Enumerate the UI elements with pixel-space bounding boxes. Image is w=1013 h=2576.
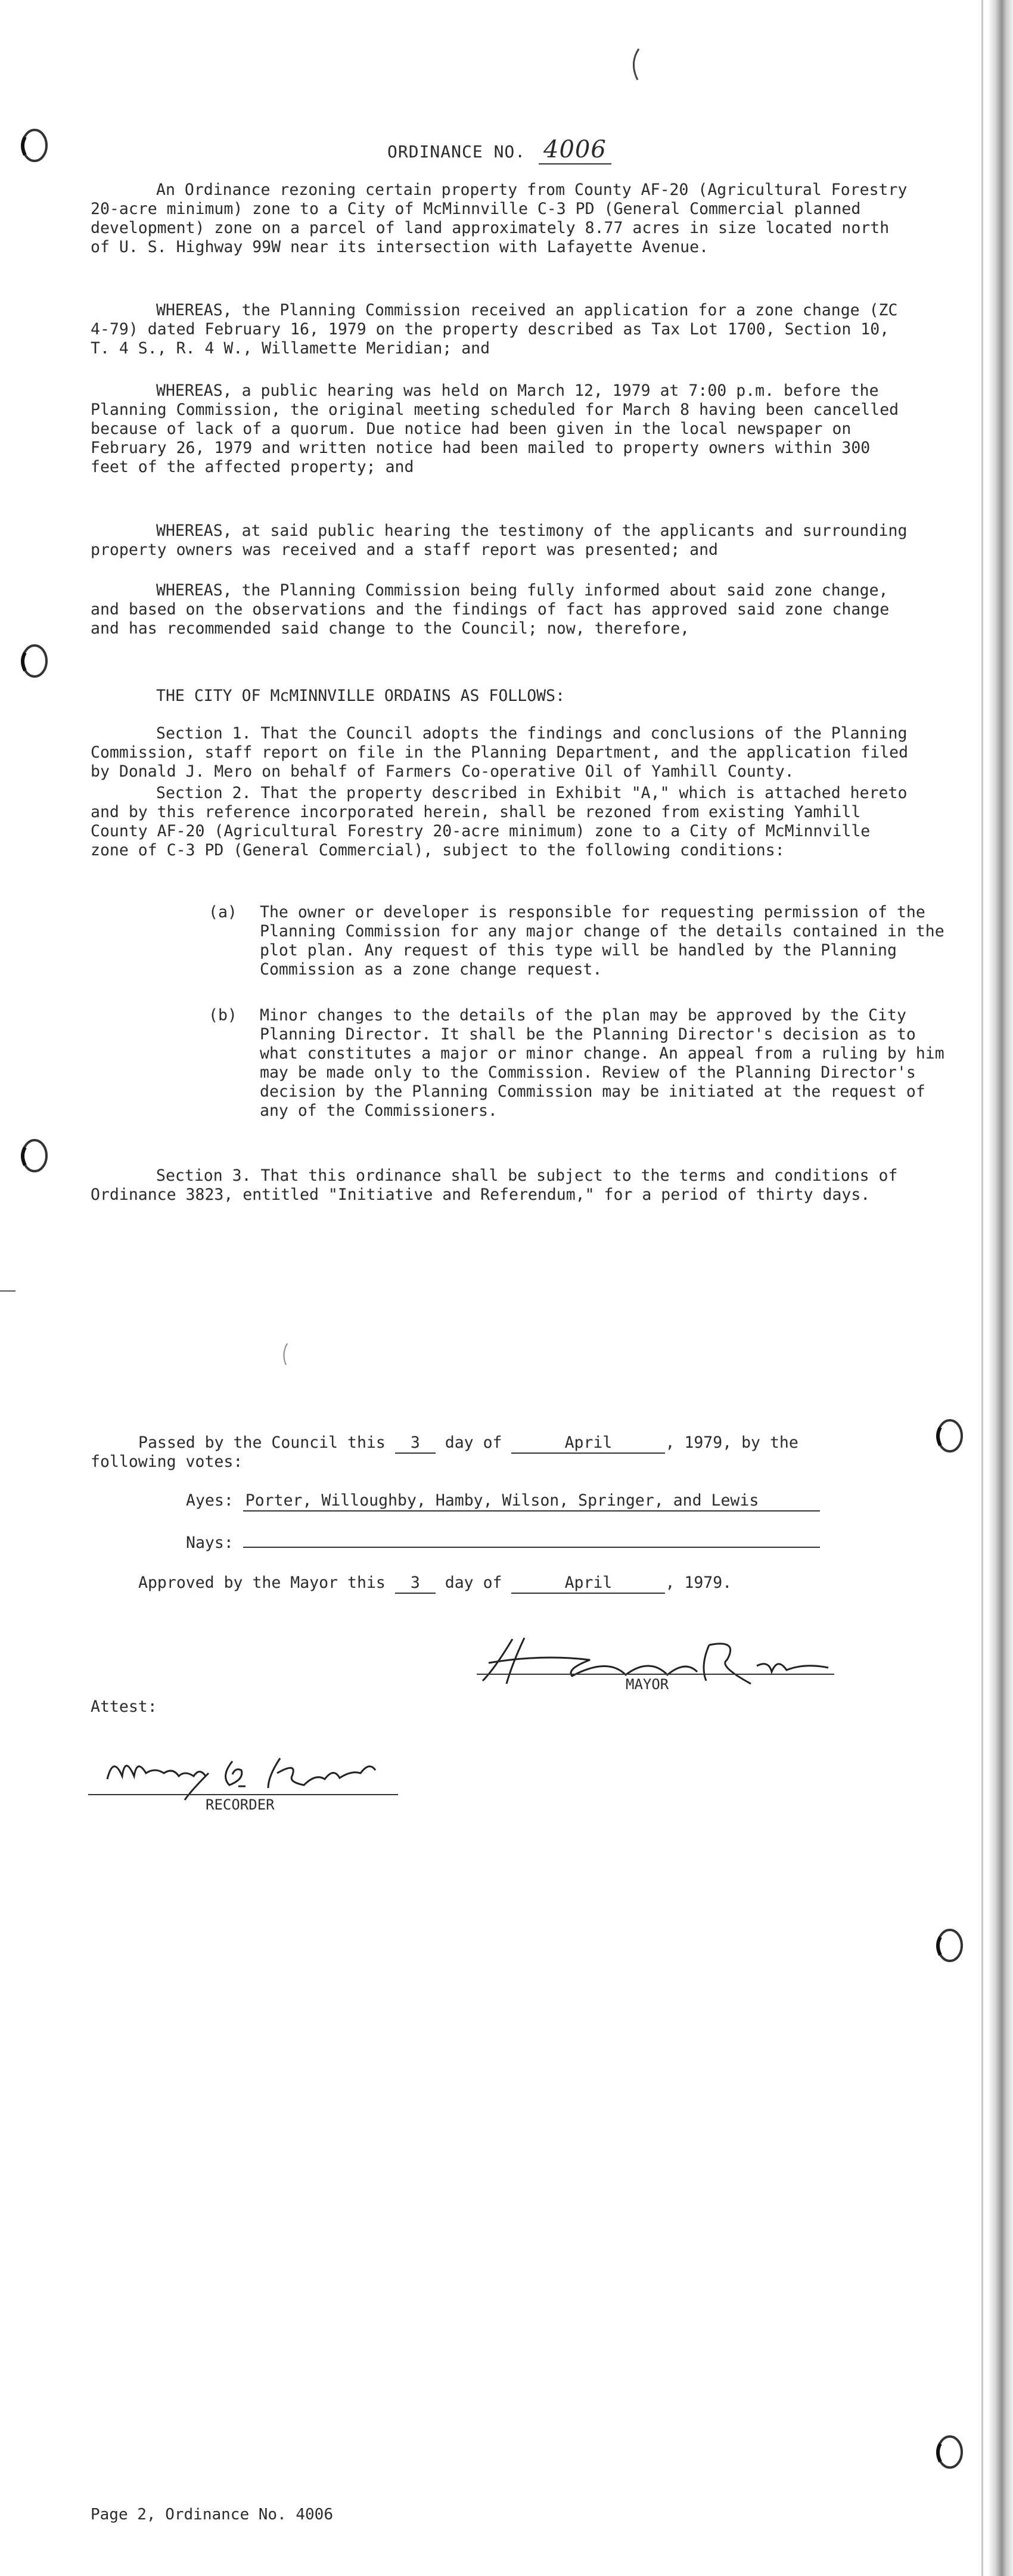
section-2-paragraph: Section 2. That the property described in Exhibit "A," which is attached hereto and by this reference incorporated herein, shall be rezoned from existing Yamhill County AF-20 (Agricultural Forestry 20-acre minimum) zone to a City of McMinnville zone of C-3 PD (General Commercial), subject to the following conditions:	[91, 784, 917, 859]
section-1-paragraph: Section 1. That the Council adopts the findings and conclusions of the Planning Commission, staff report on file in the Planning Department, and the application filed by Donald J. Mero on behalf of Farmers Co-operative Oil of Yamhill County.	[91, 724, 918, 781]
approved-month: April	[511, 1573, 665, 1594]
recorder-signature-line	[88, 1794, 398, 1795]
condition-b	[209, 1006, 963, 1121]
condition-a	[209, 903, 963, 979]
mayor-label: MAYOR	[626, 1676, 669, 1693]
scan-artifact-icon	[279, 1341, 291, 1367]
page-footer: Page 2, Ordinance No. 4006	[91, 2506, 333, 2524]
nays-value	[243, 1547, 820, 1548]
votes-line: following votes:	[91, 1453, 243, 1471]
passed-line: Passed by the Council this 3 day of April , 1979, by the	[138, 1433, 798, 1454]
approved-day: 3	[395, 1573, 436, 1594]
recorder-label: RECORDER	[206, 1796, 275, 1813]
whereas-paragraph-4: WHEREAS, the Planning Commission being fully informed about said zone change, and based on the observations and the findings of fact has approved said zone change and has recommended said change to the Council; now, therefore,	[91, 581, 899, 638]
nays-line	[186, 1534, 820, 1553]
condition-b-label: (b)	[209, 1006, 237, 1025]
binder-hole-icon	[936, 1925, 967, 1966]
ayes-value: Porter, Willoughby, Hamby, Wilson, Springer, and Lewis	[243, 1491, 820, 1512]
scan-artifact-icon	[626, 46, 644, 82]
binder-hole-icon	[17, 1135, 48, 1176]
passed-day: 3	[395, 1433, 436, 1454]
scan-edge-shadow	[988, 0, 1013, 2576]
ayes-label: Ayes:	[186, 1491, 234, 1510]
ayes-line	[186, 1491, 820, 1512]
intro-paragraph: An Ordinance rezoning certain property from County AF-20 (Agricultural Forestry 20-acre minimum) zone to a City of McMinnville C-3 PD (General Commercial planned development) zone on a parcel of land approximately 8.77 acres in size located north of U. S. Highway 99W near its intersection with Lafayette Avenue.	[91, 181, 917, 256]
whereas-paragraph-2: WHEREAS, a public hearing was held on March 12, 1979 at 7:00 p.m. before the Planning Commission, the original meeting scheduled for March 8 having been cancelled because of lack of a quorum. Due notice had been given in the local newspaper on February 26, 1979 and written notice had been mailed to property owners within 300 feet of the affected property; and	[91, 381, 909, 476]
whereas-paragraph-3: WHEREAS, at said public hearing the testimony of the applicants and surrounding property owners was received and a staff report was presented; and	[91, 522, 917, 559]
condition-a-text: The owner or developer is responsible for requesting permission of the Planning Commission for any major change of the details contained in the plot plan. Any request of this type will be handled by the Planning Commission as a zone change request.	[260, 903, 944, 979]
approved-line: Approved by the Mayor this 3 day of April , 1979.	[138, 1573, 732, 1594]
condition-a-label: (a)	[209, 903, 237, 921]
whereas-paragraph-1: WHEREAS, the Planning Commission received an application for a zone change (ZC 4-79) dated February 16, 1979 on the property described as Tax Lot 1700, Section 10, T. 4 S., R. 4 W., Willamette Meridian; and	[91, 301, 908, 358]
binder-hole-icon	[17, 125, 48, 166]
ordains-clause: THE CITY OF McMINNVILLE ORDAINS AS FOLLOWS:	[156, 687, 565, 705]
page-title	[387, 136, 611, 165]
passed-month: April	[511, 1433, 665, 1454]
binder-hole-icon	[936, 2432, 967, 2472]
binder-hole-icon	[936, 1416, 967, 1456]
title-prefix: ORDINANCE NO.	[387, 142, 526, 162]
scan-edge-line	[981, 0, 983, 2576]
ordinance-number: 4006	[539, 136, 611, 165]
attest-label: Attest:	[91, 1697, 157, 1716]
scan-artifact-line	[0, 1290, 15, 1292]
nays-label: Nays:	[186, 1534, 234, 1552]
condition-b-text: Minor changes to the details of the plan may be approved by the City Planning Director. It shall be the Planning Director's decision as to what constitutes a major or minor change. An appeal from a ruling by him may be made only to the Commission. Review of the Planning Director's decision by the Planning Commission may be initiated at the request of any of the Commissioners.	[260, 1006, 944, 1120]
binder-hole-icon	[17, 641, 48, 681]
mayor-signature-line	[477, 1674, 834, 1675]
section-3-paragraph: Section 3. That this ordinance shall be subject to the terms and conditions of Ordinance 3823, entitled "Initiative and Referendum," for a period of thirty days.	[91, 1166, 908, 1204]
